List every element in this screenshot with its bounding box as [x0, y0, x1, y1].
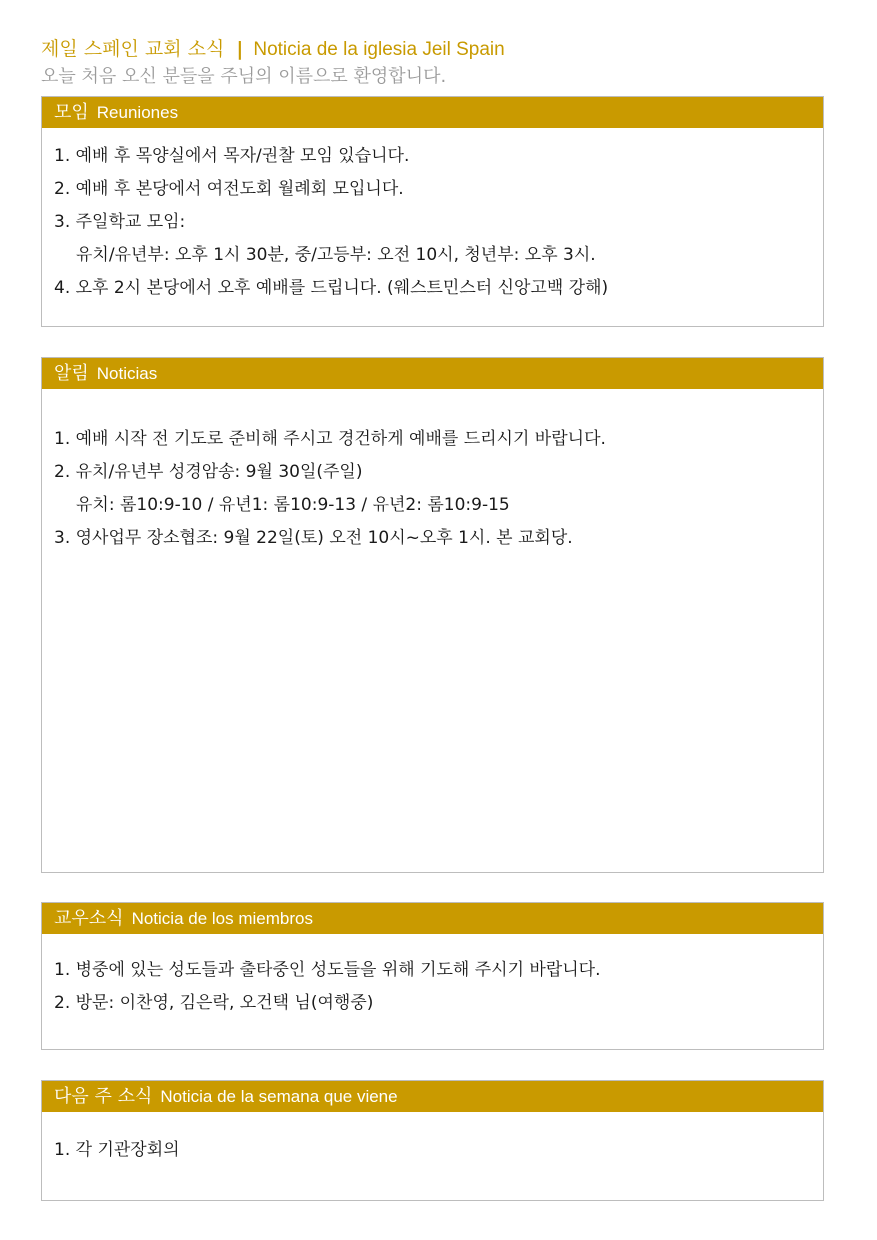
list-item: 2. 유치/유년부 성경암송: 9월 30일(주일): [54, 462, 363, 482]
list-item: 2. 예배 후 본당에서 여전도회 월례회 모입니다.: [54, 179, 404, 199]
title-separator: |: [236, 38, 244, 60]
section-title-spanish: Noticias: [96, 364, 158, 383]
list-item: 1. 예배 후 목양실에서 목자/권찰 모임 있습니다.: [54, 146, 410, 166]
list-item-continuation: 유치: 롬10:9-10 / 유년1: 롬10:9-13 / 유년2: 롬10:9-15: [76, 495, 510, 515]
list-item: 3. 주일학교 모임:: [54, 212, 186, 232]
section-title-spanish: Noticia de los miembros: [131, 909, 313, 928]
section-title-korean: 모임: [54, 102, 89, 123]
page-title-spanish: Noticia de la iglesia Jeil Spain: [253, 39, 505, 60]
page-header: [41, 36, 841, 89]
page-title: [41, 36, 841, 63]
section-title-korean: 알림: [54, 363, 89, 384]
section-body-miembros: [42, 934, 823, 1020]
list-item: 4. 오후 2시 본당에서 오후 예배를 드립니다. (웨스트민스터 신앙고백 강해): [54, 278, 609, 298]
section-header-semana: [42, 1081, 823, 1112]
section-body-noticias: [42, 389, 823, 555]
page-title-korean: 제일 스페인 교회 소식: [41, 38, 225, 60]
list-item: 1. 병중에 있는 성도들과 출타중인 성도들을 위해 기도해 주시기 바랍니다.: [54, 960, 601, 980]
section-title-spanish: Reuniones: [96, 103, 179, 122]
section-miembros: [41, 902, 824, 1050]
section-semana: [41, 1080, 824, 1201]
section-header-miembros: [42, 903, 823, 934]
welcome-subtitle: 오늘 처음 오신 분들을 주님의 이름으로 환영합니다.: [41, 66, 447, 87]
list-item: 2. 방문: 이찬영, 김은락, 오건택 님(여행중): [54, 993, 374, 1013]
section-header-noticias: [42, 358, 823, 389]
section-noticias: [41, 357, 824, 873]
list-item: 1. 예배 시작 전 기도로 준비해 주시고 경건하게 예배를 드리시기 바랍니다.: [54, 429, 606, 449]
section-title-korean: 교우소식: [54, 908, 124, 929]
section-header-reuniones: [42, 97, 823, 128]
list-item: 3. 영사업무 장소협조: 9월 22일(토) 오전 10시~오후 1시. 본 교회당.: [54, 528, 573, 548]
list-item: 1. 각 기관장회의: [54, 1140, 180, 1160]
section-body-reuniones: [42, 128, 823, 305]
section-title-spanish: Noticia de la semana que viene: [160, 1087, 398, 1106]
section-reuniones: [41, 96, 824, 327]
section-title-korean: 다음 주 소식: [54, 1086, 153, 1107]
section-body-semana: [42, 1112, 823, 1167]
list-item-continuation: 유치/유년부: 오후 1시 30분, 중/고등부: 오전 10시, 청년부: 오후 3시.: [76, 245, 596, 265]
